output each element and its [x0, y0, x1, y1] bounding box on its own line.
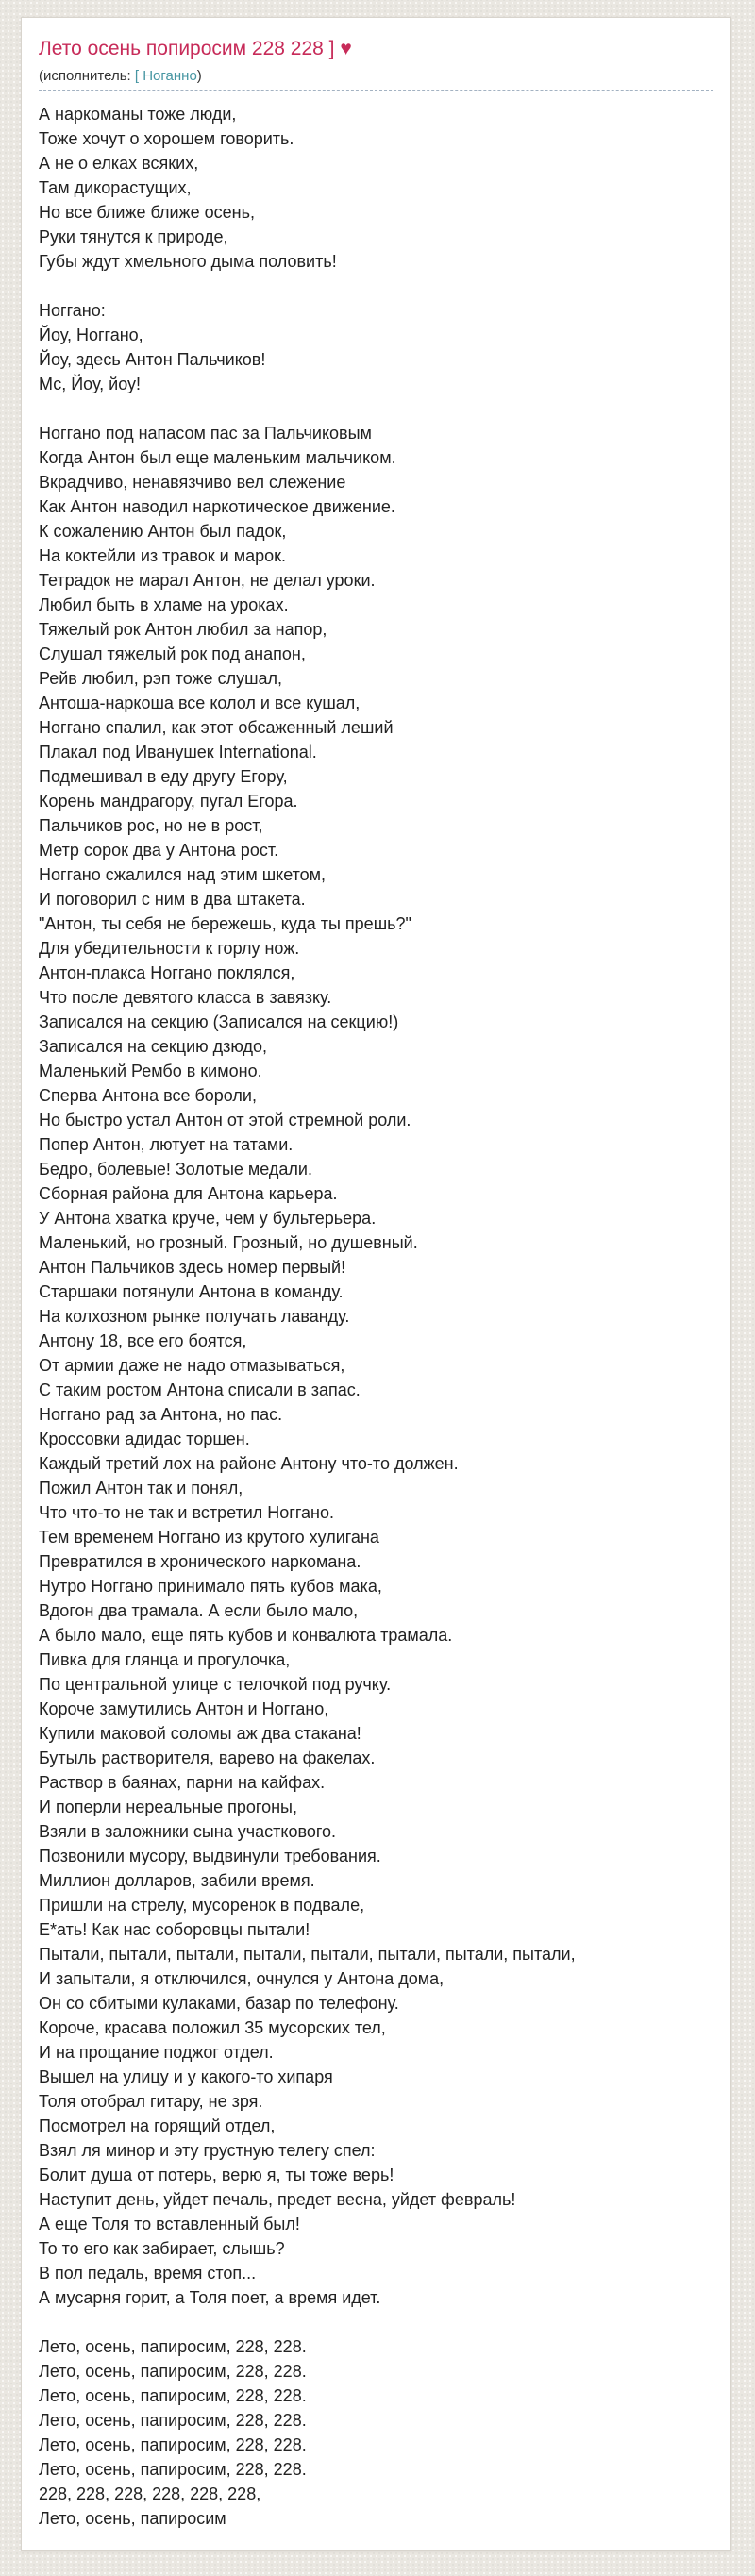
song-title: Лето осень попиросим 228 228 ] ♥: [39, 38, 352, 59]
song-header: [39, 37, 713, 91]
performer-line: [39, 68, 713, 85]
artist-link[interactable]: [ Ноганно: [134, 68, 197, 84]
lyric-paragraph: Лето, осень, папиросим, 228, 228. Лето, осень, папиросим, 228, 228. Лето, осень, папиросим, 228, 228. Лето, осень, папиросим, 228, 228. Лето, осень, папиросим, 228, 228. Лето, осень, папиросим, 228, 228. 228, 228, 228, 228, 228, 228, Лето, осень, папиросим: [39, 2337, 307, 2528]
lyrics-text: [39, 102, 713, 2531]
lyric-paragraph: Ноггано под напасом пас за Пальчиковым Когда Антон был еще маленьким мальчиком. Вкрадчиво, ненавязчиво вел слежение Как Антон наводил наркотическое движение. К сожалению Антон был падок, На коктейли из травок и марок. Тетрадок не марал Антон, не делал уроки. Любил быть в хламе на уроках. Тяжелый рок Антон любил за напор, Слушал тяжелый рок под анапон, Рейв любил, рэп тоже слушал, Антоша-наркоша все колол и все кушал, Ноггано спалил, как этот обсаженный леший Плакал под Иванушек International. Подмешивал в еду другу Егору, Корень мандрагору, пугал Егора. Пальчиков рос, но не в рост, Метр сорок два у Антона рост. Ноггано сжалился над этим шкетом, И поговорил с ним в два штакета. "Антон, ты себя не бережешь, куда ты прешь?" Для убедительности к горлу нож. Антон-плакса Ноггано поклялся, Что после девятого класса в завязку. Записался на секцию (Записался на секцию!) Записался на секцию дзюдо, Маленький Рембо в кимоно. Сперва Антона все бороли, Но быстро устал Антон от этой стремной роли. Попер Антон, лютует на татами. Бедро, болевые! Золотые медали. Сборная района для Антона карьера. У Антона хватка круче, чем у бультерьера. Маленький, но грозный. Грозный, но душевный. Антон Пальчиков здесь номер первый! Старшаки потянули Антона в команду. На колхозном рынке получать лаванду. Антону 18, все его боятся, От армии даже не надо отмазываться, С таким ростом Антона списали в запас. Ноггано рад за Антона, но пас. Кроссовки адидас торшен. Каждый третий лох на районе Антону что-то должен. Пожил Антон так и понял, Что что-то не так и встретил Ноггано. Тем временем Ноггано из крутого хулигана Превратился в хронического наркомана. Нутро Ноггано принимало пять кубов мака, Вдогон два трамала. А если было мало, А было мало, еще пять кубов и конвалюта трамала. Пивка для глянца и прогулочка, По центральной улице с телочкой под ручку. Короче замутились Антон и Ноггано, Купили маковой соломы аж два стакана! Бутыль растворителя, варево на факелах. Раствор в баянах, парни на кайфах. И поперли нереальные прогоны, Взяли в заложники сына участкового. Позвонили мусору, выдвинули требования. Миллион долларов, забили время. Пришли на стрелу, мусоренок в подвале, Е*ать! Как нас соборовцы пытали! Пытали, пытали, пытали, пытали, пытали, пытали, пытали, пытали, И запытали, я отключился, очнулся у Антона дома, Он со сбитыми кулаками, базар по телефону. Короче, красава положил 35 мусорских тел, И на прощание поджог отдел. Вышел на улицу и у какого-то хипаря Толя отобрал гитару, не зря. Посмотрел на горящий отдел, Взял ля минор и эту грустную телегу спел: Болит душа от потерь, верю я, ты тоже верь! Наступит день, уйдет печаль, предет весна, уйдет февраль! А еще Толя то вставленный был! То то его как забирает, слышь? В пол педаль, время стоп... А мусарня горит, а Толя поет, а время идет.: [39, 424, 576, 2307]
lyric-paragraph: Ноггано: Йоу, Ноггано, Йоу, здесь Антон Пальчиков! Мс, Йоу, йоу!: [39, 301, 266, 393]
lyric-paragraph: А наркоманы тоже люди, Тоже хочут о хорошем говорить. А не о елках всяких, Там дикорастущих, Но все ближе ближе осень, Руки тянутся к природе, Губы ждут хмельного дыма половить!: [39, 105, 337, 271]
performer-suffix: ): [196, 68, 202, 84]
lyrics-card: [21, 17, 731, 2551]
performer-label: (исполнитель:: [39, 68, 131, 84]
